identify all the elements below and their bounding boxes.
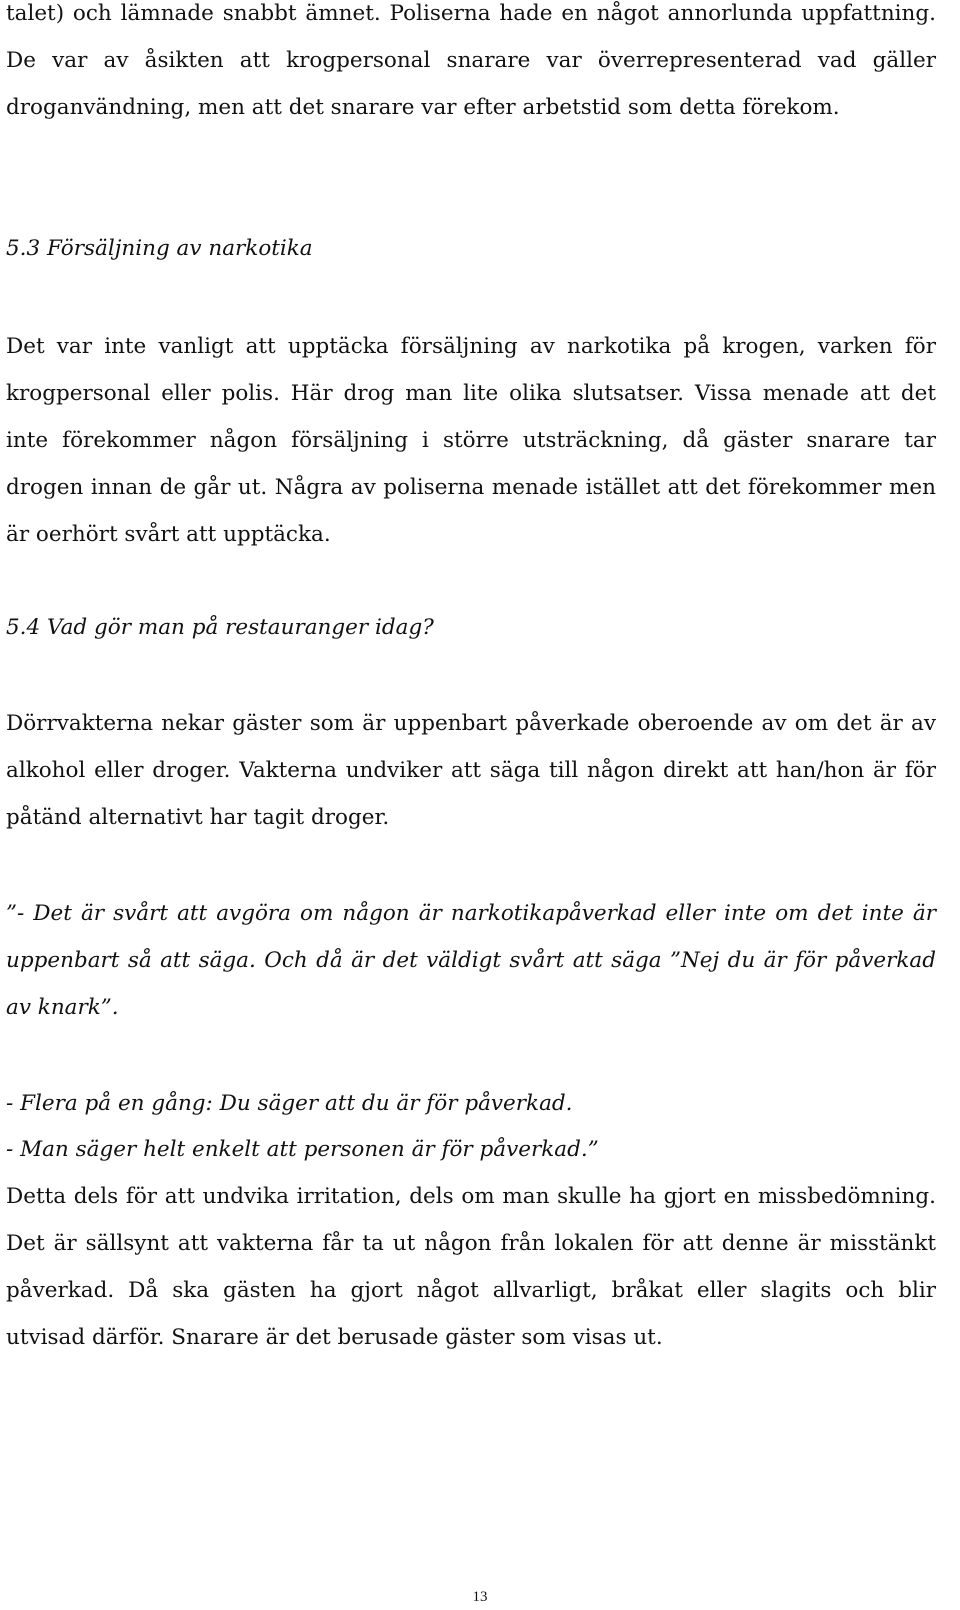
heading-section-5-3: 5.3 Försäljning av narkotika	[6, 236, 313, 261]
page-number: 13	[472, 1589, 488, 1605]
heading-section-5-4: 5.4 Vad gör man på restauranger idag?	[6, 615, 434, 640]
paragraph-sales: Det var inte vanligt att upptäcka försäljning av narkotika på krogen, varken för krogpersonal eller polis. Här drog man lite olika slutsatser. Vissa menade att det inte förekommer någon försäljning i större utsträckning, då gäster snarare tar drogen innan de går ut. Några av poliserna menade istället att det förekommer men är oerhört svårt att upptäcka.	[6, 334, 936, 547]
paragraph-doormen: Dörrvakterna nekar gäster som är uppenbart påverkade oberoende av om det är av alkohol eller droger. Vakterna undviker att säga till någon direkt att han/hon är för påtänd alternativt har tagit droger.	[6, 711, 936, 830]
paragraph-quote: ”- Det är svårt att avgöra om någon är narkotikapåverkad eller inte om det inte är uppenbart så att säga. Och då är det väldigt svårt att säga ”Nej du är för påverkad av knark”.	[6, 901, 936, 1020]
quote-line-2: - Man säger helt enkelt att personen är för påverkad.”	[6, 1137, 599, 1162]
paragraph-intro: talet) och lämnade snabbt ämnet. Poliserna hade en något annorlunda uppfattning. De var av åsikten att krogpersonal snarare var överrepresenterad vad gäller droganvändning, men att det snarare var efter arbetstid som detta förekom.	[6, 1, 936, 120]
quote-line-1: - Flera på en gång: Du säger att du är för påverkad.	[6, 1091, 573, 1116]
paragraph-conclusion: Detta dels för att undvika irritation, dels om man skulle ha gjort en missbedömning. Det är sällsynt att vakterna får ta ut någon från lokalen för att denne är misstänkt påverkad. Då ska gästen ha gjort något allvarligt, bråkat eller slagits och blir utvisad därför. Snarare är det berusade gäster som visas ut.	[6, 1184, 936, 1350]
